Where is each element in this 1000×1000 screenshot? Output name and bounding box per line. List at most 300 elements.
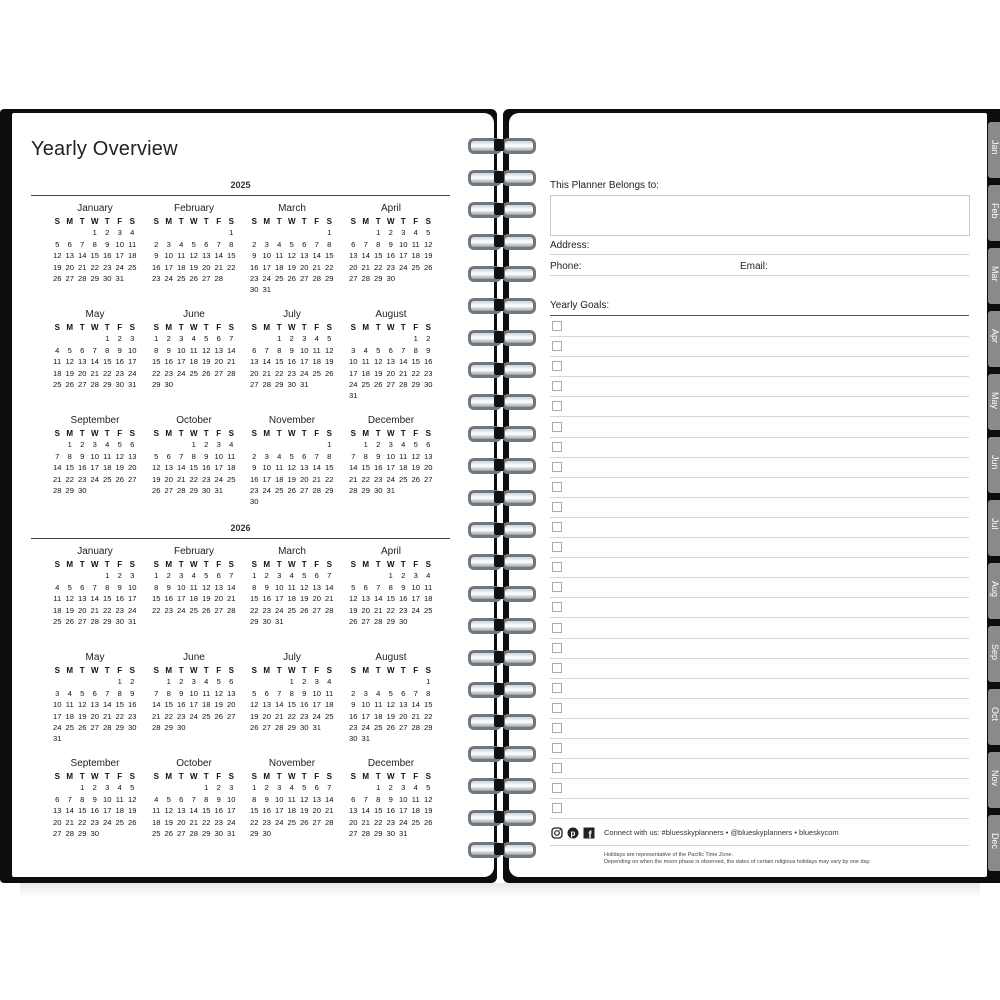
weekday-header: F: [413, 217, 419, 226]
day-number: 29: [65, 485, 74, 495]
goal-checkbox[interactable]: [552, 683, 562, 693]
day-number: 19: [202, 594, 211, 604]
goal-checkbox[interactable]: [552, 442, 562, 452]
goal-checkbox[interactable]: [552, 703, 562, 713]
day-number: 26: [349, 616, 358, 626]
weekday-header: W: [189, 429, 198, 438]
goal-row[interactable]: [550, 719, 969, 739]
empty-cell: [200, 227, 213, 238]
day-number: 4: [327, 677, 332, 687]
goal-checkbox[interactable]: [552, 462, 562, 472]
day-number: 2: [388, 783, 393, 793]
goal-row[interactable]: [550, 538, 969, 558]
goal-row[interactable]: [550, 357, 969, 377]
day-number: 17: [349, 368, 358, 378]
day-number: 2: [154, 239, 159, 249]
day-number: 7: [314, 239, 319, 249]
day-number: 5: [388, 688, 393, 698]
day-number: 5: [55, 239, 60, 249]
day-number: 3: [191, 677, 196, 687]
goal-row[interactable]: [550, 779, 969, 799]
day-number: 17: [189, 700, 198, 710]
goal-checkbox[interactable]: [552, 502, 562, 512]
day-number: 2: [105, 228, 110, 238]
day-number: 11: [399, 451, 408, 461]
day-number: 24: [411, 605, 420, 615]
day-number: 19: [374, 368, 383, 378]
day-number: 20: [250, 368, 259, 378]
day-number: 29: [202, 828, 211, 838]
goal-checkbox[interactable]: [552, 562, 562, 572]
empty-cell: [360, 570, 373, 581]
day-number: 8: [154, 345, 159, 355]
day-number: 4: [277, 239, 282, 249]
tab-nov[interactable]: [988, 752, 1000, 808]
tab-aug[interactable]: [988, 563, 1000, 619]
day-number: 16: [103, 251, 112, 261]
day-number: 15: [115, 700, 124, 710]
day-number: 28: [227, 605, 236, 615]
goal-row[interactable]: [550, 659, 969, 679]
tab-feb[interactable]: [988, 185, 1000, 241]
day-number: 22: [374, 817, 383, 827]
day-number: 13: [312, 794, 321, 804]
day-number: 9: [204, 451, 209, 461]
day-number: 6: [80, 582, 85, 592]
weekday-header: T: [276, 772, 282, 781]
goal-line: [550, 818, 969, 819]
day-number: 30: [214, 828, 223, 838]
day-number: 10: [262, 251, 271, 261]
goal-checkbox[interactable]: [552, 522, 562, 532]
day-number: 1: [289, 677, 294, 687]
day-number: 3: [179, 571, 184, 581]
goal-checkbox[interactable]: [552, 381, 562, 391]
spiral-ring: [466, 456, 534, 474]
tab-label: May: [990, 392, 1000, 410]
empty-cell: [51, 227, 64, 238]
day-number: 3: [388, 440, 393, 450]
day-number: 13: [227, 688, 236, 698]
day-number: 1: [252, 783, 257, 793]
day-number: 23: [128, 711, 137, 721]
day-number: 20: [227, 700, 236, 710]
goal-row[interactable]: [550, 317, 969, 337]
day-number: 22: [386, 605, 395, 615]
goal-row[interactable]: [550, 478, 969, 498]
day-number: 28: [399, 379, 408, 389]
goal-row[interactable]: [550, 397, 969, 417]
goal-row[interactable]: [550, 418, 969, 438]
day-number: 12: [214, 688, 223, 698]
weekday-header: T: [178, 429, 184, 438]
day-number: 27: [250, 379, 259, 389]
month-calendar: [51, 652, 139, 745]
spiral-ring: [466, 360, 534, 378]
empty-cell: [360, 227, 373, 238]
day-number: 2: [426, 334, 431, 344]
day-number: 13: [78, 594, 87, 604]
month-calendar: [248, 758, 336, 839]
day-number: 23: [152, 273, 161, 283]
day-number: 27: [424, 474, 433, 484]
day-number: 7: [363, 794, 368, 804]
goal-row[interactable]: [550, 619, 969, 639]
day-number: 8: [80, 794, 85, 804]
day-number: 11: [411, 239, 420, 249]
day-number: 23: [78, 474, 87, 484]
day-number: 13: [65, 251, 74, 261]
goal-checkbox[interactable]: [552, 783, 562, 793]
goal-row[interactable]: [550, 498, 969, 518]
day-number: 16: [386, 251, 395, 261]
day-number: 24: [90, 474, 99, 484]
day-number: 27: [90, 722, 99, 732]
weekday-header: T: [400, 429, 406, 438]
weekday-header: S: [129, 560, 135, 569]
day-number: 3: [351, 345, 356, 355]
empty-cell: [89, 570, 102, 581]
day-number: 8: [191, 451, 196, 461]
day-number: 16: [386, 806, 395, 816]
tab-oct[interactable]: [988, 689, 1000, 745]
day-number: 31: [349, 391, 358, 401]
empty-cell: [261, 676, 274, 687]
day-number: 2: [351, 688, 356, 698]
day-number: 21: [349, 474, 358, 484]
day-number: 11: [177, 251, 186, 261]
day-number: 8: [67, 451, 72, 461]
day-number: 24: [386, 474, 395, 484]
day-number: 8: [327, 451, 332, 461]
day-number: 1: [92, 228, 97, 238]
goal-checkbox[interactable]: [552, 482, 562, 492]
day-number: 30: [262, 828, 271, 838]
day-number: 27: [312, 605, 321, 615]
weekday-header: T: [375, 772, 381, 781]
day-number: 9: [130, 688, 135, 698]
goal-checkbox[interactable]: [552, 723, 562, 733]
day-number: 23: [262, 605, 271, 615]
goal-row[interactable]: [550, 337, 969, 357]
day-number: 6: [229, 677, 234, 687]
day-number: 31: [115, 273, 124, 283]
day-number: 30: [90, 828, 99, 838]
day-number: 23: [90, 817, 99, 827]
tab-jun[interactable]: [988, 437, 1000, 493]
day-number: 3: [216, 440, 221, 450]
goal-checkbox[interactable]: [552, 803, 562, 813]
goal-checkbox[interactable]: [552, 401, 562, 411]
day-number: 13: [214, 345, 223, 355]
goal-row[interactable]: [550, 679, 969, 699]
day-number: 29: [78, 828, 87, 838]
goal-row[interactable]: [550, 377, 969, 397]
month-calendar: [150, 309, 238, 390]
spiral-ring: [466, 200, 534, 218]
day-number: 5: [426, 228, 431, 238]
day-number: 21: [275, 711, 284, 721]
facebook-icon: [583, 826, 595, 838]
goal-checkbox[interactable]: [552, 643, 562, 653]
empty-cell: [261, 227, 274, 238]
day-number: 1: [204, 783, 209, 793]
goals-rule: [550, 315, 969, 316]
tab-dec[interactable]: [988, 815, 1000, 871]
connect-text: Connect with us: #bluesskyplanners • @blueskyplanners • blueskycom: [604, 828, 839, 837]
day-number: 30: [287, 379, 296, 389]
day-number: 30: [115, 379, 124, 389]
empty-cell: [175, 782, 188, 793]
day-number: 4: [229, 440, 234, 450]
weekday-header: S: [251, 772, 257, 781]
day-number: 4: [179, 239, 184, 249]
day-number: 30: [177, 722, 186, 732]
tab-jan[interactable]: [988, 122, 1000, 178]
tab-sep[interactable]: [988, 626, 1000, 682]
goal-row[interactable]: [550, 578, 969, 598]
day-number: 5: [302, 571, 307, 581]
day-number: 19: [325, 357, 334, 367]
month-calendar: [347, 652, 435, 745]
goal-checkbox[interactable]: [552, 663, 562, 673]
day-number: 18: [312, 357, 321, 367]
social-icons: [551, 826, 595, 838]
month-calendar: [248, 309, 336, 390]
day-number: 24: [53, 722, 62, 732]
day-number: 6: [314, 571, 319, 581]
day-number: 26: [53, 273, 62, 283]
day-number: 6: [363, 582, 368, 592]
day-number: 21: [411, 711, 420, 721]
day-number: 27: [202, 273, 211, 283]
goal-row[interactable]: [550, 518, 969, 538]
goal-checkbox[interactable]: [552, 361, 562, 371]
goal-checkbox[interactable]: [552, 602, 562, 612]
empty-cell: [163, 782, 176, 793]
month-name: February: [173, 546, 214, 557]
day-number: 14: [361, 806, 370, 816]
weekday-header: T: [104, 772, 110, 781]
day-number: 10: [399, 239, 408, 249]
weekday-header: S: [350, 560, 356, 569]
day-number: 18: [287, 594, 296, 604]
goal-row[interactable]: [550, 639, 969, 659]
day-number: 12: [386, 700, 395, 710]
owner-name-field[interactable]: [550, 195, 970, 236]
goal-checkbox[interactable]: [552, 763, 562, 773]
day-number: 9: [401, 582, 406, 592]
day-number: 29: [90, 273, 99, 283]
day-number: 8: [426, 688, 431, 698]
day-number: 16: [349, 711, 358, 721]
goal-row[interactable]: [550, 598, 969, 618]
day-number: 27: [78, 379, 87, 389]
day-number: 3: [264, 451, 269, 461]
year-label-2025: 2025: [230, 180, 251, 190]
empty-cell: [188, 227, 201, 238]
month-name: December: [367, 758, 415, 769]
day-number: 13: [424, 451, 433, 461]
day-number: 22: [103, 605, 112, 615]
day-number: 27: [65, 273, 74, 283]
day-number: 15: [411, 357, 420, 367]
day-number: 11: [53, 357, 62, 367]
day-number: 22: [152, 605, 161, 615]
empty-cell: [150, 227, 163, 238]
day-number: 2: [216, 783, 221, 793]
day-number: 16: [164, 594, 173, 604]
day-number: 13: [300, 463, 309, 473]
goal-checkbox[interactable]: [552, 422, 562, 432]
spiral-ring: [466, 296, 534, 314]
weekday-header: S: [425, 323, 431, 332]
day-number: 1: [105, 334, 110, 344]
weekday-header: T: [79, 666, 85, 675]
day-number: 20: [202, 262, 211, 272]
goal-checkbox[interactable]: [552, 341, 562, 351]
tab-jul[interactable]: [988, 500, 1000, 556]
weekday-header: S: [350, 772, 356, 781]
day-number: 7: [105, 688, 110, 698]
tab-apr[interactable]: [988, 311, 1000, 367]
day-number: 12: [202, 582, 211, 592]
empty-cell: [248, 676, 261, 687]
day-number: 11: [189, 582, 198, 592]
day-number: 11: [65, 700, 74, 710]
weekday-header: T: [400, 323, 406, 332]
goal-checkbox[interactable]: [552, 623, 562, 633]
empty-cell: [89, 333, 102, 344]
day-number: 27: [300, 485, 309, 495]
day-number: 27: [386, 379, 395, 389]
day-number: 8: [105, 345, 110, 355]
goal-checkbox[interactable]: [552, 321, 562, 331]
day-number: 25: [275, 273, 284, 283]
day-number: 12: [202, 345, 211, 355]
goal-checkbox[interactable]: [552, 582, 562, 592]
day-number: 2: [264, 571, 269, 581]
day-number: 25: [325, 711, 334, 721]
day-number: 10: [275, 582, 284, 592]
day-number: 24: [128, 605, 137, 615]
goal-row[interactable]: [550, 799, 969, 819]
day-number: 13: [53, 806, 62, 816]
day-number: 18: [53, 368, 62, 378]
day-number: 24: [128, 368, 137, 378]
weekday-header: M: [362, 666, 370, 675]
empty-cell: [298, 439, 311, 450]
day-number: 6: [92, 688, 97, 698]
day-number: 6: [216, 571, 221, 581]
goal-row[interactable]: [550, 558, 969, 578]
weekday-header: M: [66, 666, 74, 675]
weekday-header: T: [79, 772, 85, 781]
day-number: 2: [92, 783, 97, 793]
spiral-ring: [466, 616, 534, 634]
tab-may[interactable]: [988, 374, 1000, 430]
weekday-header: F: [216, 217, 222, 226]
day-number: 27: [128, 474, 137, 484]
goal-checkbox[interactable]: [552, 542, 562, 552]
day-number: 17: [399, 251, 408, 261]
weekday-header: M: [263, 429, 271, 438]
goal-row[interactable]: [550, 699, 969, 719]
day-number: 7: [376, 582, 381, 592]
day-number: 1: [117, 677, 122, 687]
month-name: September: [70, 415, 120, 426]
day-number: 12: [424, 794, 433, 804]
day-number: 1: [363, 440, 368, 450]
day-number: 1: [191, 440, 196, 450]
tab-mar[interactable]: [988, 248, 1000, 304]
day-number: 23: [386, 262, 395, 272]
day-number: 17: [312, 700, 321, 710]
weekday-header: T: [301, 217, 307, 226]
goal-row[interactable]: [550, 759, 969, 779]
day-number: 29: [250, 828, 259, 838]
day-number: 5: [289, 451, 294, 461]
empty-cell: [64, 227, 77, 238]
day-number: 31: [128, 616, 137, 626]
day-number: 15: [103, 357, 112, 367]
day-number: 5: [80, 688, 85, 698]
day-number: 16: [115, 357, 124, 367]
weekday-header: S: [153, 217, 159, 226]
day-number: 14: [90, 594, 99, 604]
weekday-header: T: [400, 772, 406, 781]
day-number: 4: [277, 451, 282, 461]
day-number: 3: [277, 783, 282, 793]
weekday-header: W: [90, 772, 99, 781]
day-number: 4: [55, 345, 60, 355]
day-number: 9: [80, 451, 85, 461]
day-number: 26: [152, 485, 161, 495]
spiral-ring: [466, 520, 534, 538]
day-number: 11: [312, 345, 321, 355]
day-number: 10: [399, 794, 408, 804]
day-number: 7: [314, 451, 319, 461]
day-number: 25: [115, 817, 124, 827]
weekday-header: M: [165, 217, 173, 226]
day-number: 24: [312, 711, 321, 721]
goal-row[interactable]: [550, 438, 969, 458]
day-number: 22: [250, 817, 259, 827]
day-number: 8: [229, 239, 234, 249]
goal-row[interactable]: [550, 739, 969, 759]
month-calendar: [347, 546, 435, 627]
day-number: 28: [312, 485, 321, 495]
day-number: 26: [164, 828, 173, 838]
day-number: 23: [115, 368, 124, 378]
day-number: 30: [78, 485, 87, 495]
day-number: 19: [128, 806, 137, 816]
weekday-header: S: [425, 772, 431, 781]
goal-row[interactable]: [550, 458, 969, 478]
day-number: 13: [90, 700, 99, 710]
day-number: 17: [227, 806, 236, 816]
day-number: 8: [289, 688, 294, 698]
day-number: 19: [152, 474, 161, 484]
goal-checkbox[interactable]: [552, 743, 562, 753]
day-number: 4: [401, 440, 406, 450]
empty-cell: [51, 333, 64, 344]
spiral-ring: [466, 840, 534, 858]
svg-text:f: f: [588, 830, 592, 839]
day-number: 9: [388, 239, 393, 249]
weekday-header: S: [251, 560, 257, 569]
day-number: 14: [78, 251, 87, 261]
